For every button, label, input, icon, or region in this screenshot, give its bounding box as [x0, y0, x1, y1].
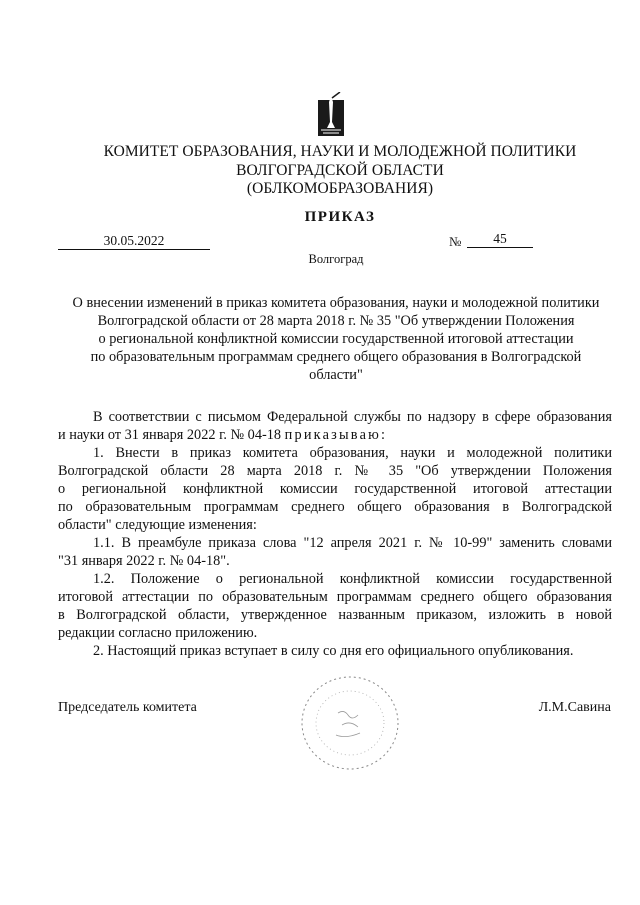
body-line: по образовательным программам среднего общего образования в Волгоградской — [58, 499, 612, 515]
org-line: КОМИТЕТ ОБРАЗОВАНИЯ, НАУКИ И МОЛОДЕЖНОЙ ПОЛИТИКИ — [103, 143, 577, 160]
body-line: "31 января 2022 г. № 04-18". — [58, 553, 230, 569]
org-line: (ОБЛКОМОБРАЗОВАНИЯ) — [246, 180, 434, 197]
body-line: о региональной конфликтной комиссии государственной итоговой аттестации — [58, 481, 612, 497]
document-subject — [58, 294, 614, 384]
body-line — [58, 426, 612, 444]
document-number: 45 — [467, 231, 533, 248]
subject-line: по образовательным программам среднего общего образования в Волгоградской — [90, 349, 582, 365]
subject-line: Волгоградской области от 28 марта 2018 г. № 35 "Об утверждении Положения — [97, 313, 575, 329]
document-city: Волгоград — [308, 252, 364, 266]
volgograd-emblem-icon — [316, 92, 346, 138]
body-line: итоговой аттестации по образовательным программам среднего общего образования — [58, 589, 612, 605]
subject-line: О внесении изменений в приказ комитета образования, науки и молодежной политики — [72, 295, 600, 311]
body-line: В соответствии с письмом Федеральной службы по надзору в сфере образования — [93, 409, 612, 425]
signatory-title: Председатель комитета — [58, 700, 197, 715]
body-line: 1.2. Положение о региональной конфликтной комиссии государственной — [93, 571, 612, 587]
subject-line: области" — [309, 367, 363, 383]
body-line: в Волгоградской области, утвержденное названным приказом, изложить в новой — [58, 607, 612, 623]
body-line: области" следующие изменения: — [58, 517, 257, 533]
body-line: Волгоградской области 28 марта 2018 г. № 35 "Об утверждении Положения — [58, 463, 612, 479]
body-line: редакции согласно приложению. — [58, 625, 258, 641]
body-text: и науки от 31 января 2022 г. № 04-18 — [58, 427, 285, 443]
body-line: 1. Внести в приказ комитета образования, науки и молодежной политики — [93, 445, 612, 461]
body-line: 2. Настоящий приказ вступает в силу со дня его официального опубликования. — [93, 643, 574, 659]
document-date: 30.05.2022 — [58, 233, 210, 250]
signature-stamp-icon — [298, 673, 402, 773]
org-line: ВОЛГОГРАДСКОЙ ОБЛАСТИ — [236, 161, 444, 179]
body-line: 1.1. В преамбуле приказа слова "12 апреля 2021 г. № 10-99" заменить словами — [93, 535, 612, 551]
subject-line: о региональной конфликтной комиссии государственной итоговой аттестации — [98, 331, 574, 347]
organization-header — [40, 143, 640, 199]
signatory-name: Л.М.Савина — [538, 700, 611, 715]
number-label: № — [449, 234, 462, 249]
document-type: ПРИКАЗ — [304, 209, 376, 225]
document-body — [58, 408, 612, 660]
order-verb: приказываю: — [284, 427, 388, 443]
